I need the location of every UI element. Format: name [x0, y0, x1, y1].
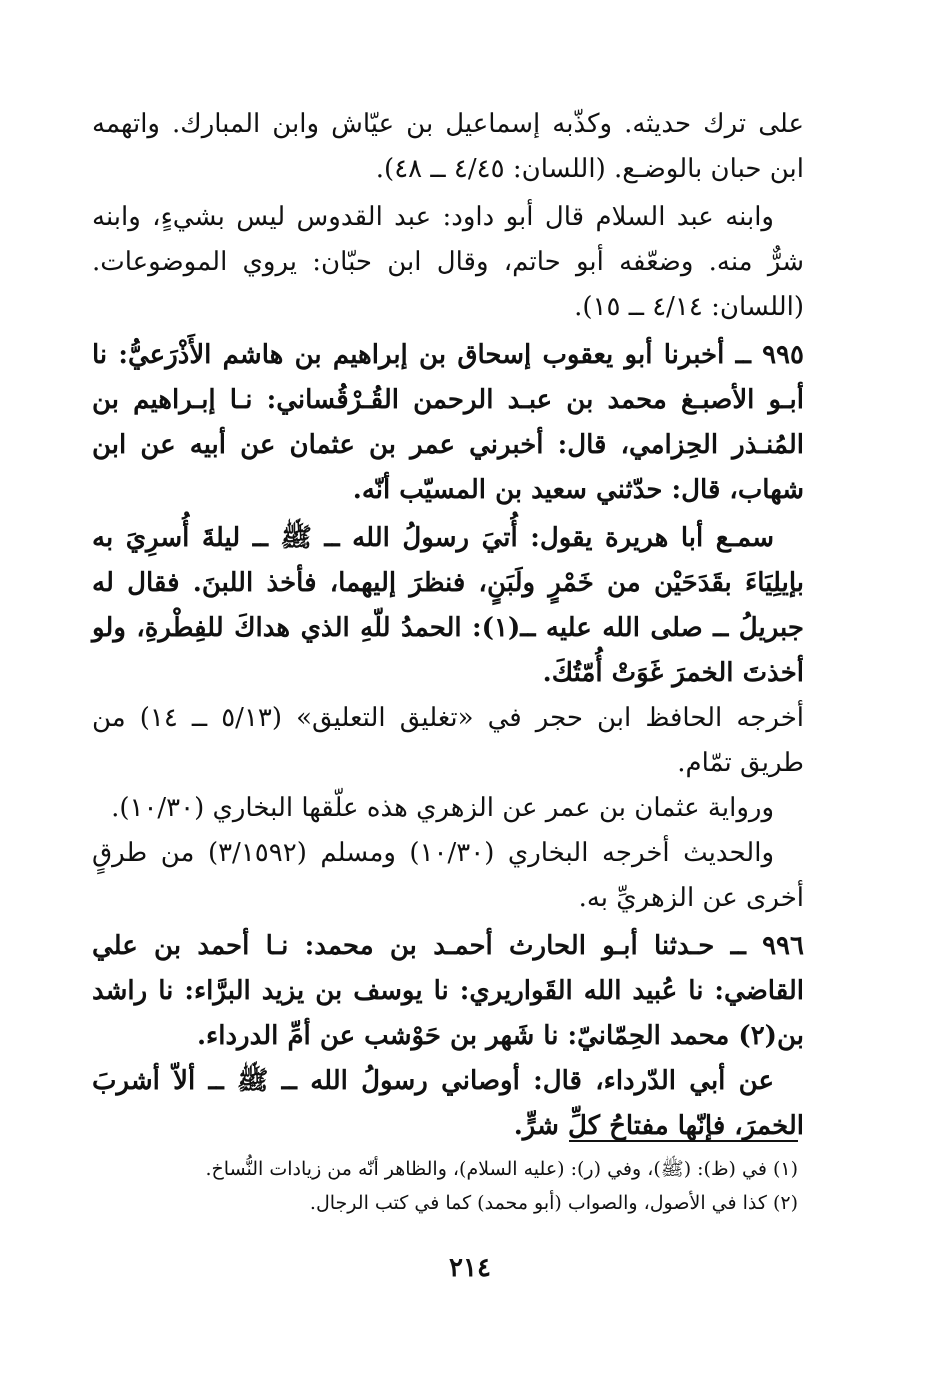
- takhrij-paragraph-1: أخرجه الحافظ ابن حجر في «تغليق التعليق» (٥/١٣ ــ ١٤) من طريق تمّام.: [92, 703, 804, 778]
- page-body: [92, 102, 804, 1149]
- footnote-1: (١) في (ظ): (ﷺ)، وفي (ر): (عليه السلام)، والظاهر أنّه من زيادات النُّساخ.: [205, 1158, 798, 1180]
- hadith-996-matn: عن أبي الدّرداء، قال: أوصاني رسولُ الله ــ ﷺ ــ ألاّ أشربَ الخمرَ، فإنّها مفتاحُ كلِّ شرٍّ.: [92, 1066, 804, 1141]
- footnote-2: (٢) كذا في الأصول، والصواب (أبو محمد) كما في كتب الرجال.: [309, 1192, 798, 1214]
- hadith-996-isnad: ٩٩٦ ــ حـدثنا أبـو الحارث أحمـد بن محمد: نـا أحمد بن علي القاضي: نا عُبيد الله القَواريري: نا يوسف بن يزيد البرَّاء: نا راشد بن(٢) محمد الحِمّانيّ: نا شَهر بن حَوْشب عن أمِّ الدرداء.: [92, 931, 804, 1051]
- hadith-995-isnad: ٩٩٥ ــ أخبرنا أبو يعقوب إسحاق بن إبراهيم بن هاشم الأَذْرَعيُّ: نا أبـو الأصبـغ محمد بن عبـد الرحمن القُـرْقُساني: نـا إبـراهيم بن المُنـذر الحِزامي، قال: أخبرني عمر بن عثمان عن أبيه عن ابن شهاب، قال: حدّثني سعيد بن المسيّب أنّه.: [92, 340, 804, 505]
- hadith-995-matn: سمـع أبا هريرة يقول: أُتيَ رسولُ الله ــ ﷺ ــ ليلةَ أُسرِيَ به بإيلِيَاءَ بقَدَحَيْن من خَمْرٍ ولَبَنٍ، فنظرَ إليهما، فأخذ اللبنَ. فقال له جبريلُ ــ صلى الله عليه ــ(١): الحمدُ للّهِ الذي هداكَ للفِطْرةِ، ولو أخذتَ الخمرَ غَوَتْ أُمّتُكَ.: [92, 523, 804, 688]
- takhrij-paragraph-2: ورواية عثمان بن عمر عن الزهري هذه علّقها البخاري (١٠/٣٠).: [111, 793, 774, 823]
- takhrij-paragraph-3: والحديث أخرجه البخاري (١٠/٣٠) ومسلم (٣/١٥٩٢) من طرقٍ أخرى عن الزهريِّ به.: [92, 838, 804, 913]
- paragraph-1: على ترك حديثه. وكذّبه إسماعيل بن عيّاش وابن المبارك. واتهمه ابن حبان بالوضـع. (اللسان: ٤/٤٥ ــ ٤٨).: [92, 109, 804, 184]
- footnotes: [108, 1152, 798, 1220]
- page-number: ٢١٤: [449, 1253, 491, 1283]
- footnote-divider: [569, 1140, 798, 1142]
- paragraph-2: وابنه عبد السلام قال أبو داود: عبد القدوس ليس بشيءٍ، وابنه شرٌّ منه. وضعّفه أبو حاتم، وقال ابن حبّان: يروي الموضوعات. (اللسان: ٤/١٤ ــ ١٥).: [92, 202, 804, 322]
